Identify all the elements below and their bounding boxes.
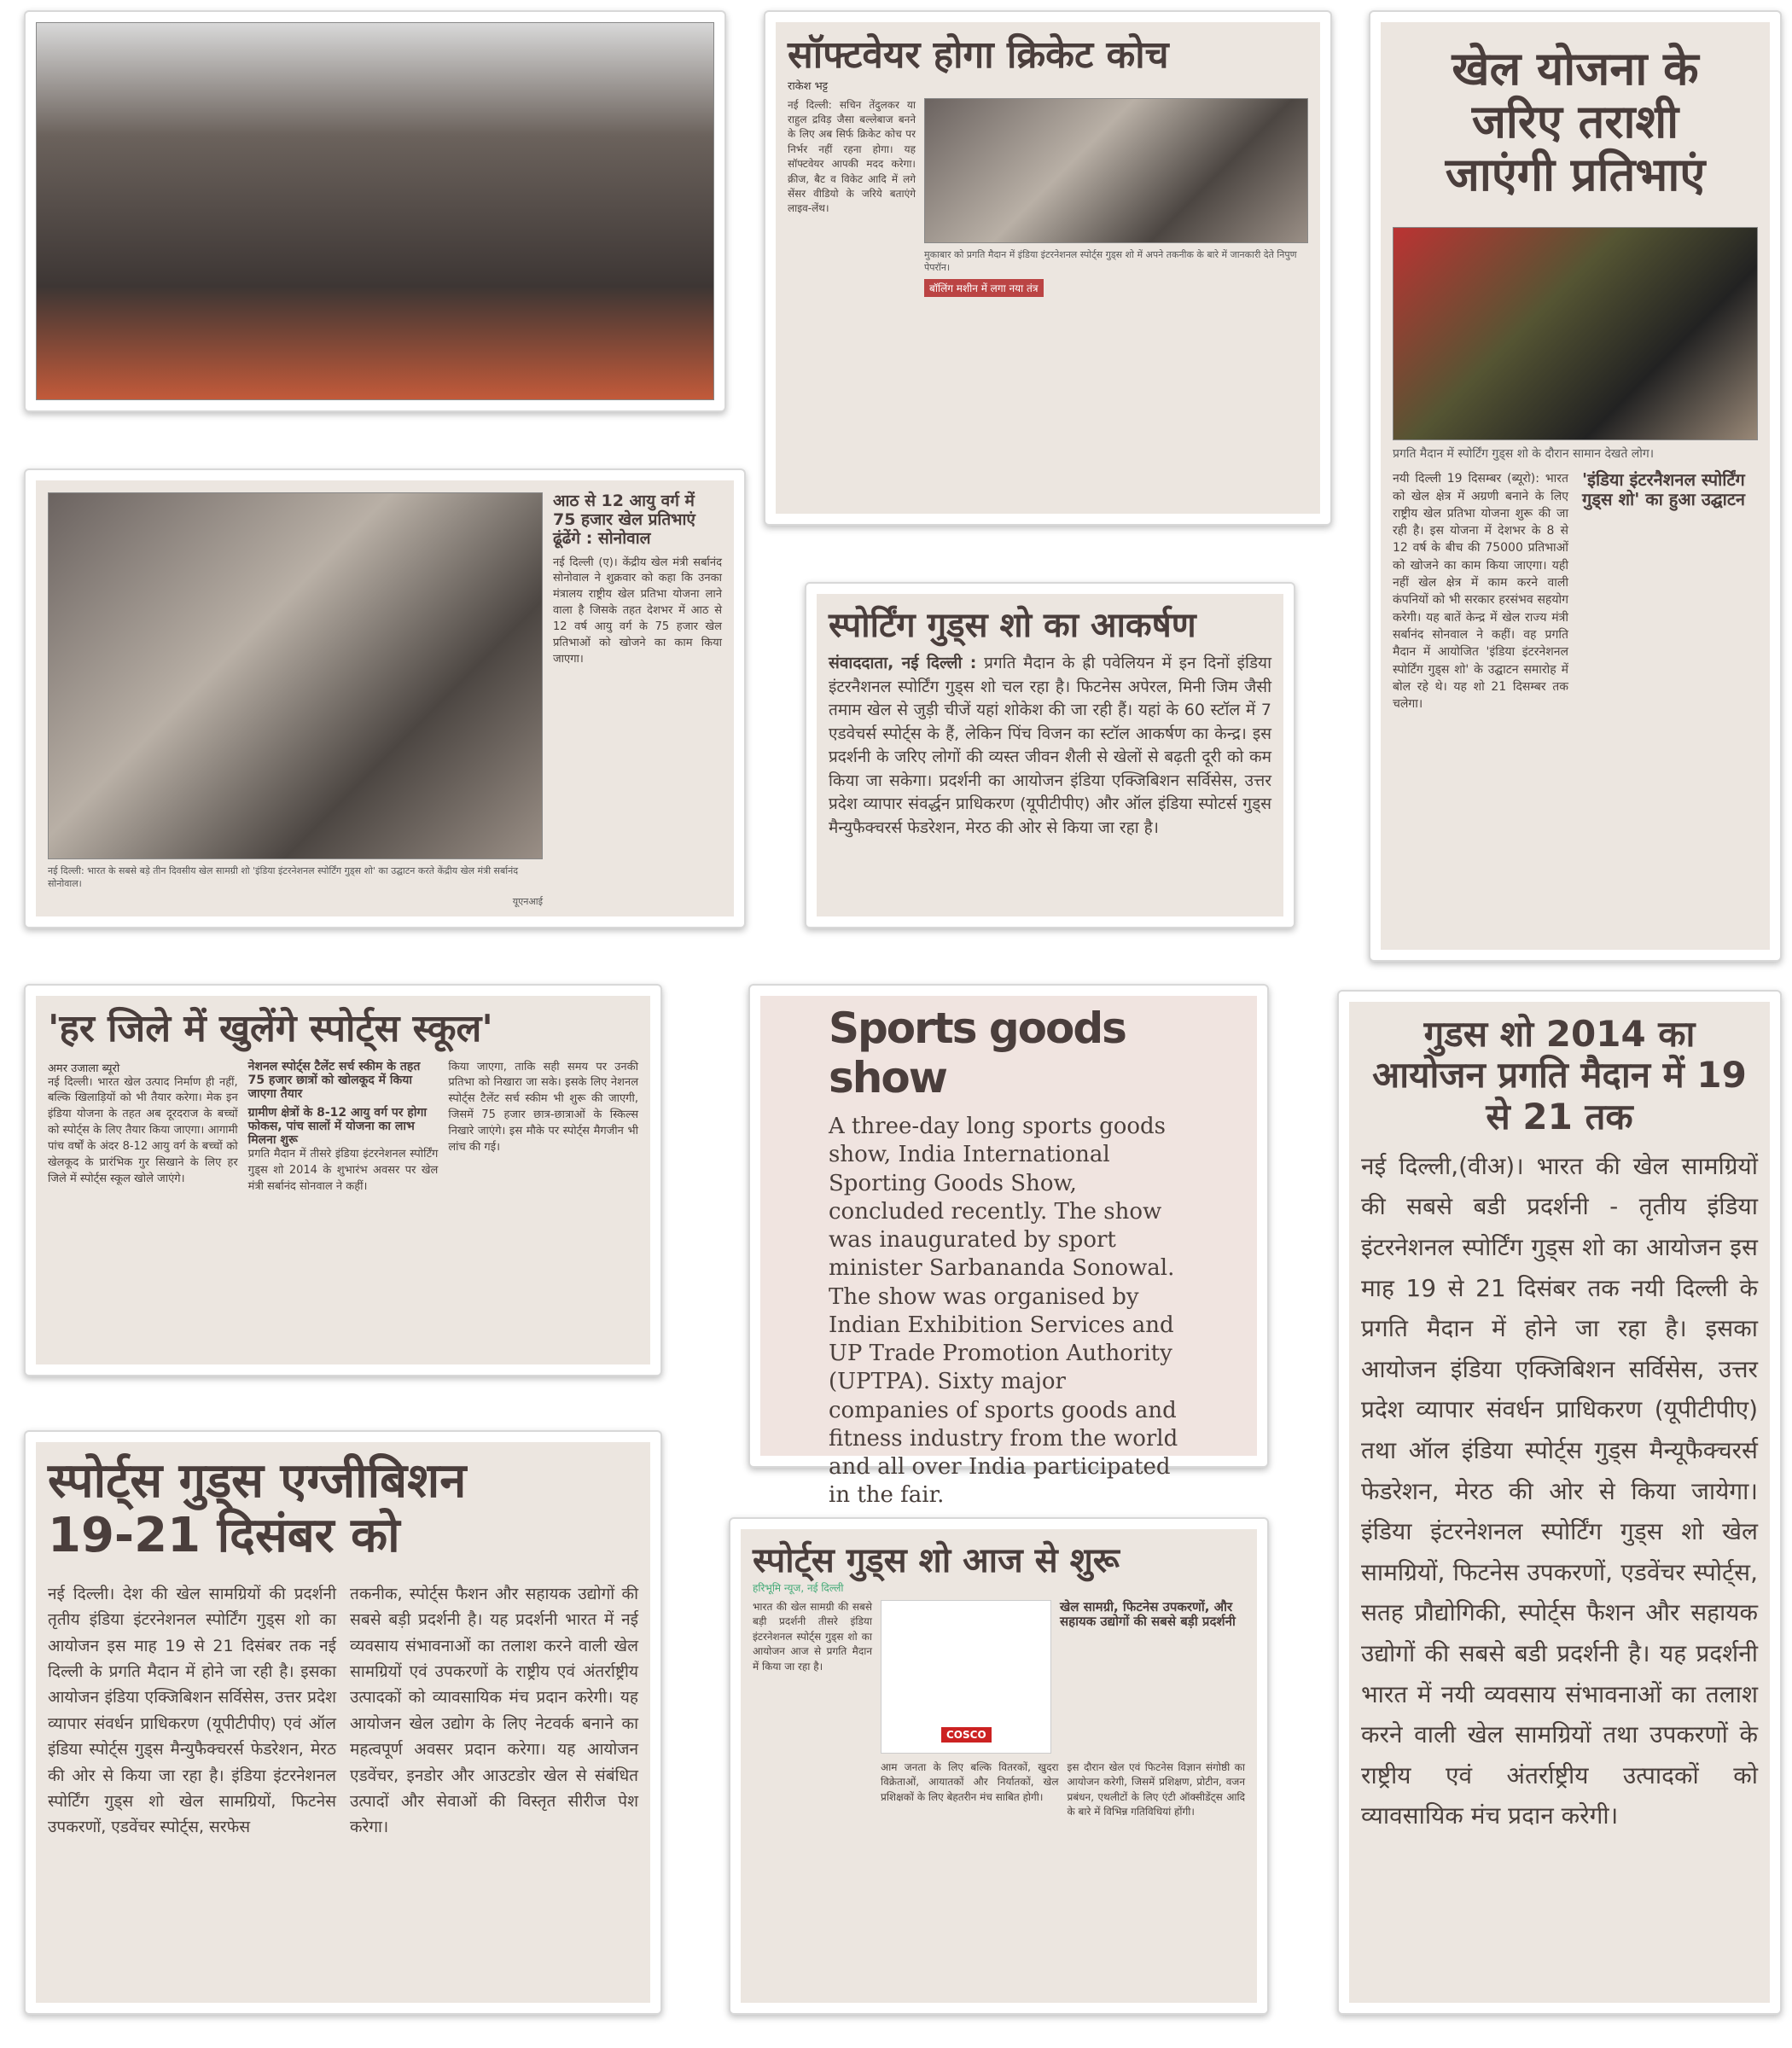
headline-line-2: 19-21 दिसंबर को — [48, 1508, 400, 1564]
photo-caption: मुकाबार को प्रगति मैदान में इंडिया इंटरनेशनल स्पोर्ट्स गुड्स शो में अपने तकनीक के बारे में जानकारी देते निपुण पेपरॉन। — [924, 248, 1297, 273]
subhead: 'इंडिया इंटरनैशनल स्पोर्टिंग गुड्स शो' का हुआ उद्घाटन — [1582, 469, 1745, 510]
headline-line-1: स्पोर्ट्स गुड्स एग्जीबिशन — [48, 1453, 467, 1509]
byline: अमर उजाला ब्यूरो — [48, 1062, 120, 1075]
subhead: बॉलिंग मशीन में लगा नया तंत्र — [924, 279, 1044, 297]
clipping-sports-goods-show-english — [748, 984, 1269, 1509]
clipping-aaj-se-shuru — [729, 1517, 1269, 2015]
article-body: प्रगति मैदान के ह्री पवेलियन में इन दिनों इंडिया इंटरनैशनल स्पोर्टिंग गुड्स शो चल रहा है। फिटनेस अपेरल, मिनी जिम जैसी तमाम खेल से जुड़ी चीजें यहां शोकेश की जा रही हैं। यहां के 60 स्टॉल में 7 एडवेचर्स स्पोर्ट्स के हैं, लेकिन पिंच विजन का स्टॉल आकर्षण का केन्द्र। इस प्रदर्शनी के जरिए लोगों की व्यस्त जीवन शैली से खेलों से बढ़ती दूरी को कम किया जा सकेगा। प्रदर्शनी का आयोजन इंडिया एक्जिबिशन सर्विसेस, उत्तर प्रदेश व्यापार संवर्द्धन प्राधिकरण (यूपीटीपीए) और ऑल इंडिया स्पोटर्स गुड्स मैन्युफैक्चरर्स फेडरेशन, मेरठ की ओर से किया जा रहा है। — [829, 654, 1271, 837]
article-body: नई दिल्ली: सचिन तेंदुलकर या राहुल द्रविड़ जैसा बल्लेबाज बनने के लिए अब सिर्फ क्रिकेट कोच पर निर्भर नहीं रहना होगा। यह सॉफ्टवेयर आपकी मदद करेगा। क्रीज, बैट व विकेट आदि में लगे सेंसर वीडियो के जरिये बताएंगे लाइव-लेंथ। — [788, 98, 916, 215]
article-body: नयी दिल्ली 19 दिसम्बर (ब्यूरो): भारत को खेल क्षेत्र में अग्रणी बनाने के लिए राष्ट्रीय खेल प्रतिभा योजना शुरू की जा रही है। इस योजना में देशभर के 8 से 12 वर्ष के बीच की 75000 प्रतिभाओं को खोजने का काम किया जाएगा। यही नहीं खेल क्षेत्र में काम करने वाली कंपनियों को भी सरकार हरसंभव सहयोग करेगी। यह बातें केन्द्र में खेल राज्य मंत्री सर्बानंद सोनवाल ने कहीं। वह प्रगति मैदान में आयोजित 'इंडिया इंटरनेशनल स्पोर्टिंग गुड्स शो' के उद्घाटन समारोह में बोल रहे थे। यह शो 21 दिसम्बर तक चलेगा। — [1393, 472, 1568, 712]
article-body: A three-day long sports goods show, India International Sporting Goods Show, concluded recently. The show was inaugurated by sport minister Sarbananda Sonowal. The show was organised by Indian Exhibition Services and UP Trade Promotion Authority (UPTPA). Sixty major companies of sports goods and fitness industry from the world and all over India participated in the fair. — [829, 1114, 1178, 1509]
column-2: आम जनता के लिए बल्कि वितरकों, खुदरा विक्रेताओं, आयातकों और निर्यातकों, खेल प्रशिक्षकों के लिए बेहतरीन मंच साबित होगी। — [881, 1761, 1059, 1803]
subhead-2: ग्रामीण क्षेत्रों के 8-12 आयु वर्ग पर होगा फोकस, पांच सालों में योजना का लाभ मिलना शुरू — [247, 1105, 427, 1148]
visitors-photo — [1393, 227, 1758, 440]
clipping-show-2014 — [1337, 990, 1782, 2015]
ribbon-cutting-photo — [36, 22, 714, 400]
column-3: इस दौरान खेल एवं फिटनेस विज्ञान संगोष्ठी का आयोजन करेगी, जिसमें प्रशिक्षण, प्रोटीन, वजन प्रबंधन, एथलीटों के लिए एंटी ऑक्सीडेंट्स आदि के बारे में विभिन्न गतिविधियां होंगी। — [1067, 1761, 1245, 1818]
side-note: खेल सामग्री, फिटनेस उपकरणों, और सहायक उद्योगों की सबसे बड़ी प्रदर्शनी — [1060, 1599, 1236, 1630]
photo-caption: प्रगति मैदान में स्पोर्टिंग गुड्स शो के दौरान सामान देखते लोग। — [1393, 447, 1655, 462]
subhead-1: नेशनल स्पोर्ट्स टैलेंट सर्च स्कीम के तहत 75 हजार छात्रों को खोलकूद में किया जाएगा तैयार — [247, 1059, 421, 1101]
article-body: नई दिल्ली (ए)। केंद्रीय खेल मंत्री सर्बानंद सोनोवाल ने शुक्रवार को कहा कि उनका मंत्रालय राष्ट्रीय खेल प्रतिभा योजना लाने वाला है जिसके तहत देशभर में आठ से 12 वर्ष आयु वर्ग के 75 हजार खेल प्रतिभाओं को खोजने का काम किया जाएगा। — [553, 556, 722, 666]
byline: हरिभूमि न्यूज, नई दिल्ली — [753, 1582, 844, 1594]
photo-caption: नई दिल्ली: भारत के सबसे बड़े तीन दिवसीय खेल सामग्री शो 'इंडिया इंटरनेशनल स्पोर्टिंग गुड्स शो' का उद्घाटन करते केंद्रीय खेल मंत्री सर्बानंद सोनोवाल। — [48, 865, 519, 889]
photo-credit: यूएनआई — [512, 896, 543, 907]
clipping-har-jile — [24, 984, 662, 1376]
headline: स्पोर्ट्स गुड्स शो आज से शुरू — [753, 1541, 1120, 1580]
headline: स्पोर्टिंग गुड्स शो का आकर्षण — [829, 606, 1196, 645]
clipping-khel-yojana — [1369, 10, 1782, 962]
clipping-ribbon-photo — [24, 10, 726, 412]
headline: खेल योजना के जरिए तराशी जाएंगी प्रतिभाएं — [1445, 42, 1706, 202]
byline: राकेश भट्ट — [788, 79, 829, 93]
column-1: नई दिल्ली। देश की खेल सामग्रियों की प्रदर्शनी तृतीय इंडिया इंटरनेशनल स्पोर्टिंग गुड्स शो का आयोजन इस माह 19 से 21 दिसंबर तक नई दिल्ली के प्रगति मैदान में होने जा रही है। इसका आयोजन इंडिया एक्जिबिशन सर्विसेस, उत्तर प्रदेश व्यापार संवर्धन प्राधिकरण (यूपीटीपीए) एवं ऑल इंडिया स्पोर्ट्स गुड्स मैन्युफैक्चरर्स फेडरेशन, मेरठ की ओर से किया जा रहा है। इंडिया इंटरनेशनल स्पोर्टिंग गुड्स शो खेल सामग्रियों, फिटनेस उपकरणों, एडवेंचर स्पोर्ट्स, सरफेस — [48, 1584, 336, 1837]
lamp-lighting-photo — [48, 492, 543, 859]
column-1: नई दिल्ली। भारत खेल उत्पाद निर्माण ही नहीं, बल्कि खिलाड़ियों को भी तैयार करेगा। मेक इन इंडिया योजना के तहत अब दूरदराज के बच्चों को स्पोर्ट्स के लिए तैयार किया जाएगा। आगामी पांच वर्षों के अंदर 8-12 आयु वर्ग के बच्चों को खेलकूद के प्रारंभिक गुर सिखाने के लिए हर जिले में स्पोर्ट्स स्कूल खोले जाएंगे। — [48, 1075, 238, 1185]
clipping-aath-se-12 — [24, 468, 746, 928]
clipping-exhibition — [24, 1430, 662, 2015]
sports-equipment-photo — [881, 1600, 1051, 1754]
column-3: किया जाएगा, ताकि सही समय पर उनकी प्रतिभा को निखारा जा सके। इसके लिए नेशनल स्पोर्ट्स टैलेंट सर्च स्कीम भी शुरू की जाएगी, जिसमें 75 हजार छात्र-छात्राओं के स्किल्स निखारे जाएंगे। इस मौके पर स्पोर्ट्स मैगजीन भी लांच की गई। — [448, 1060, 639, 1154]
headline: आठ से 12 आयु वर्ग में 75 हजार खेल प्रतिभाएं ढूंढेंगे : सोनोवाल — [553, 492, 695, 548]
headline: गुडस शो 2014 का आयोजन प्रगति मैदान में 19 से 21 तक — [1372, 1013, 1747, 1137]
clipping-cricket-coach — [764, 10, 1332, 526]
column-1: भारत की खेल सामग्री की सबसे बड़ी प्रदर्शनी तीसरे इंडिया इंटरनेशनल स्पोर्ट्स गुड्स शो का आयोजन आज से प्रगति मैदान में किया जा रहा है। — [753, 1601, 872, 1673]
column-2: प्रगति मैदान में तीसरे इंडिया इंटरनेशनल स्पोर्टिंग गुड्स शो 2014 के शुभारंभ अवसर पर खेल मंत्री सर्बानंद सोनवाल ने कहीं। — [247, 1148, 439, 1193]
headline: सॉफ्टवेयर होगा क्रिकेट कोच — [788, 33, 1169, 77]
brand-logo: COSCO — [941, 1727, 992, 1743]
article-body: नई दिल्ली,(वीअ)। भारत की खेल सामग्रियों की सबसे बडी प्रदर्शनी - तृतीय इंडिया इंटरनेशनल स्पोर्टिंग गुड्स शो का आयोजन इस माह 19 से 21 दिसंबर तक नयी दिल्ली के प्रगति मैदान में होने जा रहा है। इसका आयोजन इंडिया एक्जिबिशन सर्विसेस, उत्तर प्रदेश व्यापार संवर्धन प्राधिकरण (यूपीटीपीए) तथा ऑल इंडिया स्पोर्ट्स गुड्स मैन्यूफैक्चरर्स फेडरेशन, मेरठ की ओर से किया जायेगा। इंडिया इंटरनेशनल स्पोर्टिंग गुड्स शो खेल सामग्रियों, फिटनेस उपकरणों, एडवेंचर स्पोर्ट्स, सतह प्रौद्योगिकी, स्पोर्ट्स फैशन और सहायक उद्योगों की सबसे बडी प्रदर्शनी है। यह प्रदर्शनी भारत में नयी व्यवसाय संभावनाओं का तलाश करने वाली खेल सामग्रियों तथा उपकरणों के राष्ट्रीय एवं अंतर्राष्ट्रीय उत्पादकों को व्यावसायिक मंच प्रदान करेगी। — [1361, 1151, 1758, 1830]
software-demo-photo — [924, 98, 1308, 243]
headline: Sports goods show — [829, 1004, 1126, 1103]
clipping-aakarshan — [805, 582, 1295, 928]
dateline: संवाददाता, नई दिल्ली : — [829, 654, 977, 672]
headline: 'हर जिले में खुलेंगे स्पोर्ट्स स्कूल' — [48, 1007, 493, 1050]
column-2: तकनीक, स्पोर्ट्स फैशन और सहायक उद्योगों की सबसे बड़ी प्रदर्शनी है। यह प्रदर्शनी भारत में नई व्यवसाय संभावनाओं का तलाश करने वाली खेल सामग्रियों एवं उपकरणों के राष्ट्रीय एवं अंतर्राष्ट्रीय उत्पादकों को व्यावसायिक मंच प्रदान करेगी। यह आयोजन खेल उद्योग के लिए नेटवर्क बनाने का महत्वपूर्ण अवसर प्रदान करेगा। यह आयोजन एडवेंचर, इनडोर और आउटडोर खेल से संबंधित उत्पादों और सेवाओं की विस्तृत सीरीज पेश करेगा। — [350, 1584, 638, 1837]
